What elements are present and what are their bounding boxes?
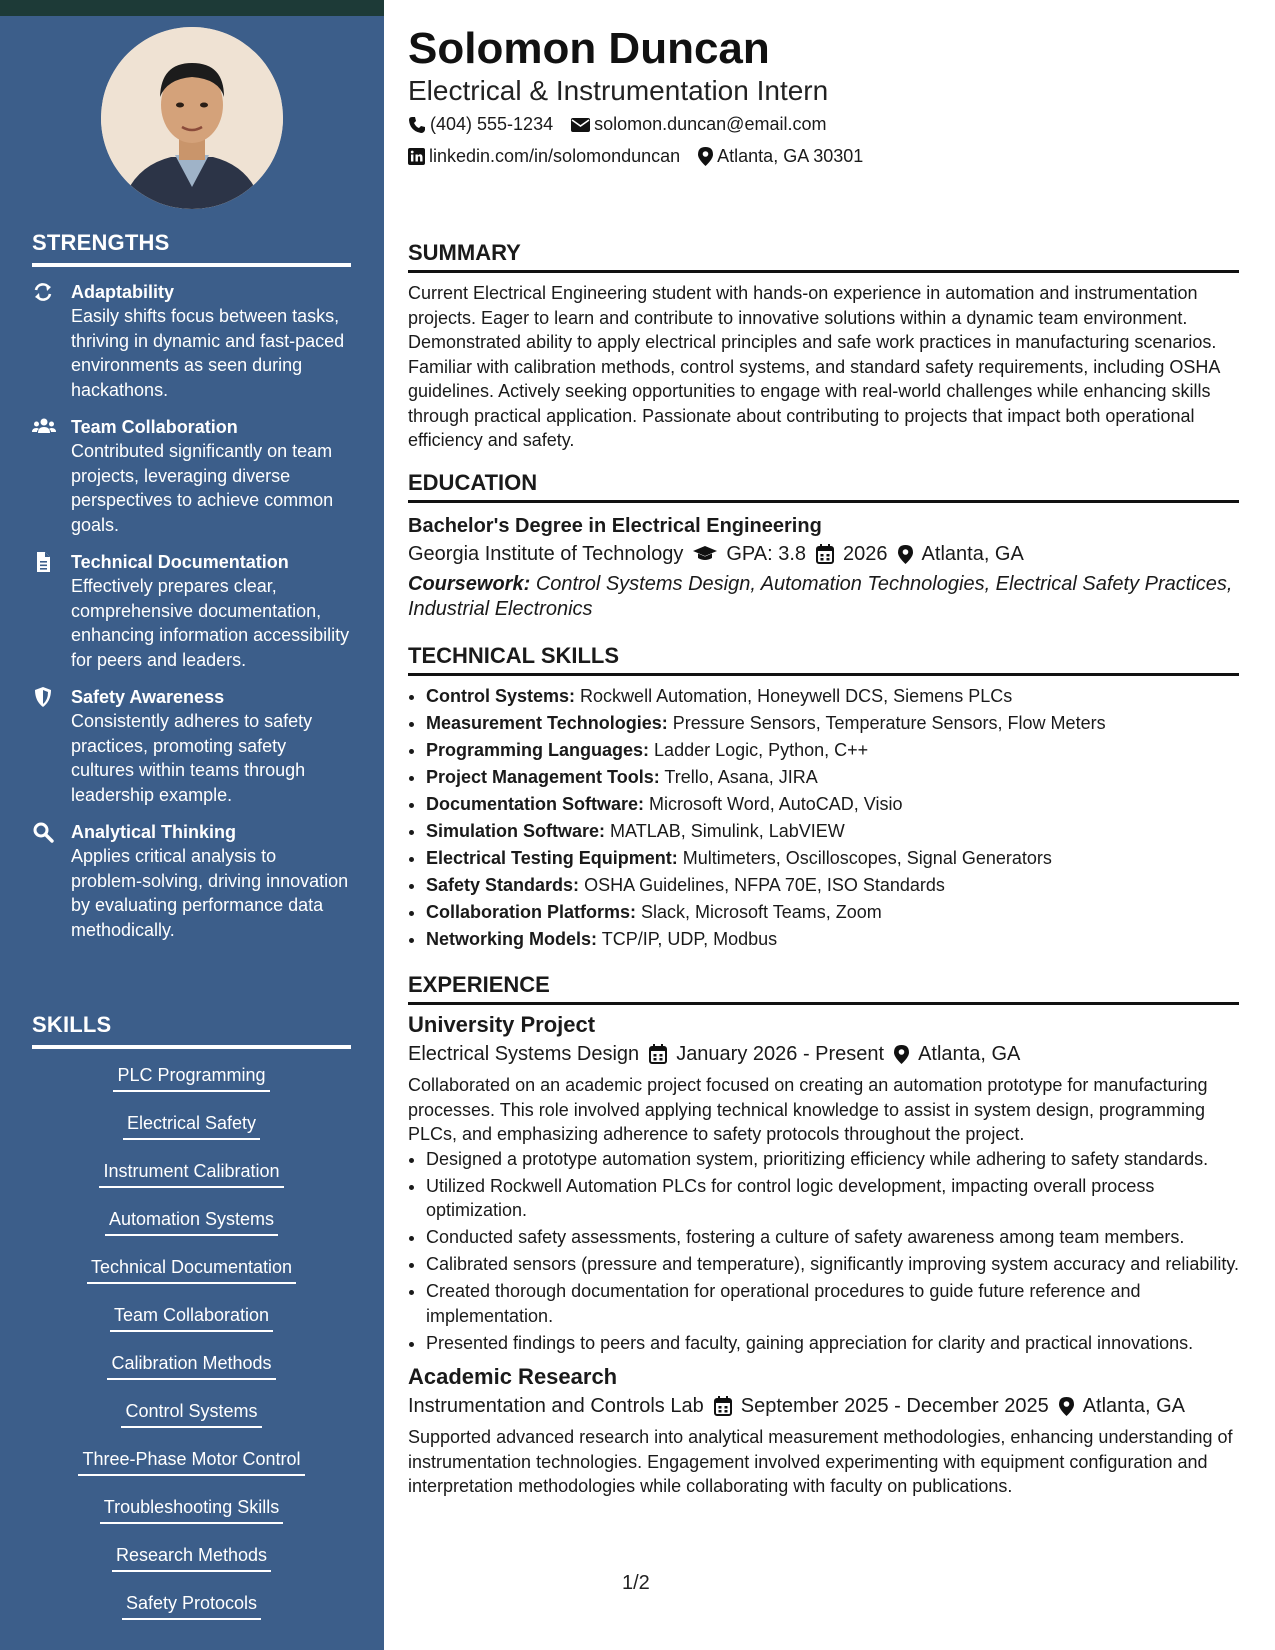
skill-label: Programming Languages: — [426, 740, 650, 760]
strength-title: Technical Documentation — [71, 552, 289, 572]
location-contact — [698, 146, 863, 167]
skill-row — [426, 873, 1239, 898]
profile-photo — [101, 27, 283, 209]
graduation-cap-icon — [693, 545, 717, 563]
location-text: Atlanta, GA — [1082, 1395, 1185, 1417]
skills-section — [32, 1012, 351, 1637]
experience-bullet: • Conducted safety assessments, fostering a culture of safety awareness among team members. — [426, 1225, 1239, 1250]
envelope-icon — [571, 117, 590, 133]
gpa-text: GPA: 3.8 — [726, 543, 807, 565]
skill-tag: Instrument Calibration — [99, 1157, 283, 1188]
experience-bullet: • Calibrated sensors (pressure and temperature), significantly improving system accuracy and reliability. — [426, 1252, 1239, 1277]
strengths-section — [32, 230, 351, 942]
strength-title: Team Collaboration — [71, 417, 238, 437]
skill-row — [426, 792, 1239, 817]
experience-location — [894, 1039, 1020, 1069]
skill-value: OSHA Guidelines, NFPA 70E, ISO Standards — [584, 875, 945, 895]
dates-text: September 2025 - December 2025 — [740, 1395, 1049, 1417]
strengths-heading: STRENGTHS — [32, 230, 351, 267]
search-icon — [32, 821, 54, 843]
experience-description: Supported advanced research into analytical measurement methodologies, enhancing understanding of instrumentation technologies. Engagement involved experimenting with equipment configuration and interpretation methodologies while collaborating with faculty on publications. — [408, 1427, 1233, 1496]
skill-row — [426, 819, 1239, 844]
education-section — [408, 470, 1239, 621]
education-heading: EDUCATION — [408, 470, 1239, 503]
experience-role — [408, 1039, 639, 1069]
skill-row — [426, 846, 1239, 871]
strength-item — [32, 820, 351, 942]
skill-row — [426, 900, 1239, 925]
degree-title: Bachelor's Degree in Electrical Engineering — [408, 515, 822, 537]
experience-bullet: • Designed a prototype automation system, prioritizing efficiency while adhering to safety standards. — [426, 1147, 1239, 1172]
experience-bullets — [408, 1147, 1239, 1356]
skill-label: Networking Models: — [426, 929, 598, 949]
summary-text: Current Electrical Engineering student with hands-on experience in automation and instrumentation projects. Eager to learn and contribute to innovative solutions within a dynamic team environment. Demonstrated ability to apply electrical principles and safe work practices in manufacturing scenarios. Familiar with calibration methods, control systems, and standard safety requirements, including OSHA guidelines. Actively seeking opportunities to engage with real-world challenges while enhancing skills through practical application. Passionate about contributing to projects that impact both operational efficiency and safety. — [408, 283, 1220, 450]
strength-title: Adaptability — [71, 282, 175, 302]
education-meta — [408, 539, 1239, 569]
phone-text: (404) 555-1234 — [430, 114, 554, 134]
strength-description: Contributed significantly on team projects, leveraging diverse perspectives to achieve common goals. — [71, 441, 334, 535]
experience-bullet: • Presented findings to peers and faculty, gaining appreciation for clarity and practical innovations. — [426, 1331, 1239, 1356]
experience-meta — [408, 1039, 1239, 1069]
map-pin-icon — [1059, 1397, 1074, 1416]
strength-item — [32, 415, 351, 537]
calendar-icon — [714, 1396, 732, 1416]
skill-tag: Team Collaboration — [110, 1301, 273, 1332]
summary-heading: SUMMARY — [408, 240, 1239, 273]
edu-location-item — [898, 539, 1024, 569]
experience-org: Academic Research — [408, 1364, 618, 1389]
skill-row — [426, 765, 1239, 790]
linkedin-contact[interactable] — [408, 146, 680, 167]
contact-row — [408, 114, 844, 135]
skill-value: Pressure Sensors, Temperature Sensors, Flow Meters — [672, 713, 1106, 733]
experience-role — [408, 1391, 704, 1421]
skill-tag: Troubleshooting Skills — [100, 1493, 283, 1524]
technical-skills-section — [408, 643, 1239, 954]
strength-description: Effectively prepares clear, comprehensive documentation, enhancing information accessibility for peers and leaders. — [71, 576, 350, 670]
strength-description: Consistently adheres to safety practices, promoting safety cultures within teams through leadership example. — [71, 711, 313, 805]
strength-item — [32, 685, 351, 807]
skill-label: Measurement Technologies: — [426, 713, 668, 733]
skill-row — [426, 927, 1239, 952]
year-text: 2026 — [843, 543, 888, 565]
map-pin-icon — [894, 1045, 909, 1064]
calendar-icon — [649, 1044, 667, 1064]
experience-description: Collaborated on an academic project focused on creating an automation prototype for manufacturing processes. This role involved applying technical knowledge to assist in system design, programming PLCs, and emphasizing adherence to safety protocols throughout the project. — [408, 1075, 1208, 1144]
skill-value: Trello, Asana, JIRA — [664, 767, 818, 787]
skill-tag: Control Systems — [121, 1397, 261, 1428]
linkedin-text: linkedin.com/in/solomonduncan — [429, 146, 681, 166]
email-text: solomon.duncan@email.com — [594, 114, 827, 134]
skill-label: Collaboration Platforms: — [426, 902, 637, 922]
skill-value: TCP/IP, UDP, Modbus — [601, 929, 778, 949]
experience-org: University Project — [408, 1012, 596, 1037]
experience-location — [1059, 1391, 1185, 1421]
contact-row-2 — [408, 146, 881, 167]
shield-icon — [32, 686, 54, 708]
sync-icon — [32, 281, 54, 303]
strength-description: Applies critical analysis to problem-solving, driving innovation by evaluating performance data methodically. — [71, 846, 349, 940]
job-title: Electrical & Instrumentation Intern — [408, 75, 829, 106]
year-item — [816, 539, 888, 569]
coursework-label: Coursework: — [408, 573, 531, 595]
skill-tag: Safety Protocols — [122, 1589, 261, 1620]
email-contact[interactable] — [571, 114, 826, 135]
school-text: Georgia Institute of Technology — [408, 543, 684, 565]
strength-title: Safety Awareness — [71, 687, 225, 707]
avatar — [101, 27, 283, 209]
experience-entry — [408, 1363, 1239, 1499]
strength-item — [32, 280, 351, 402]
skill-tag: Calibration Methods — [107, 1349, 275, 1380]
skills-heading: SKILLS — [32, 1012, 351, 1049]
skill-value: Multimeters, Oscilloscopes, Signal Generators — [682, 848, 1052, 868]
location-text: Atlanta, GA 30301 — [717, 146, 864, 166]
role-text: Electrical Systems Design — [408, 1043, 640, 1065]
phone-contact[interactable] — [408, 114, 553, 135]
experience-dates — [649, 1039, 884, 1069]
skill-tag: Research Methods — [112, 1541, 271, 1572]
skill-tag: Automation Systems — [105, 1205, 278, 1236]
gpa-item — [693, 539, 806, 569]
skill-tag: Technical Documentation — [87, 1253, 296, 1284]
skill-value: MATLAB, Simulink, LabVIEW — [610, 821, 845, 841]
skill-label: Simulation Software: — [426, 821, 606, 841]
summary-section — [408, 240, 1239, 453]
skill-label: Safety Standards: — [426, 875, 580, 895]
coursework — [408, 572, 1239, 621]
candidate-name: Solomon Duncan — [408, 24, 770, 73]
experience-entry — [408, 1011, 1239, 1355]
skill-value: Slack, Microsoft Teams, Zoom — [641, 902, 882, 922]
experience-heading: EXPERIENCE — [408, 972, 1239, 1005]
experience-section — [408, 972, 1239, 1499]
experience-dates — [714, 1391, 1049, 1421]
page-number: 1/2 — [622, 1572, 650, 1594]
experience-bullet: • Utilized Rockwell Automation PLCs for control logic development, impacting overall process optimization. — [426, 1174, 1239, 1223]
sidebar-top-bar — [0, 0, 384, 16]
skill-tag: Three-Phase Motor Control — [78, 1445, 304, 1476]
skill-value: Rockwell Automation, Honeywell DCS, Siemens PLCs — [580, 686, 1013, 706]
skill-label: Control Systems: — [426, 686, 576, 706]
users-icon — [32, 416, 54, 438]
skill-value: Ladder Logic, Python, C++ — [654, 740, 869, 760]
skill-label: Project Management Tools: — [426, 767, 660, 787]
skill-row — [426, 738, 1239, 763]
skill-label: Documentation Software: — [426, 794, 645, 814]
linkedin-icon — [408, 148, 425, 165]
sidebar — [0, 0, 384, 1650]
technical-skills-heading: TECHNICAL SKILLS — [408, 643, 1239, 676]
skill-row — [426, 684, 1239, 709]
map-pin-icon — [898, 545, 913, 564]
skill-label: Electrical Testing Equipment: — [426, 848, 678, 868]
strength-item — [32, 550, 351, 672]
role-text: Instrumentation and Controls Lab — [408, 1395, 704, 1417]
coursework-text: Control Systems Design, Automation Technologies, Electrical Safety Practices, Industrial Electronics — [408, 573, 1233, 620]
skill-value: Microsoft Word, AutoCAD, Visio — [649, 794, 903, 814]
edu-location-text: Atlanta, GA — [921, 543, 1024, 565]
skill-tag: Electrical Safety — [123, 1109, 260, 1140]
school-name — [408, 539, 683, 569]
technical-skills-list — [408, 684, 1239, 952]
experience-bullet: • Created thorough documentation for operational procedures to guide future reference and implementation. — [426, 1279, 1239, 1328]
experience-meta — [408, 1391, 1239, 1421]
calendar-icon — [816, 544, 834, 564]
skill-tag: PLC Programming — [113, 1061, 269, 1092]
skill-row — [426, 711, 1239, 736]
strength-description: Easily shifts focus between tasks, thriving in dynamic and fast-paced environments as seen during hackathons. — [71, 306, 345, 400]
skills-list — [32, 1061, 351, 1637]
document-icon — [32, 551, 54, 573]
map-pin-icon — [698, 147, 713, 166]
dates-text: January 2026 - Present — [676, 1043, 885, 1065]
location-text: Atlanta, GA — [918, 1043, 1021, 1065]
strength-title: Analytical Thinking — [71, 822, 237, 842]
phone-icon — [408, 116, 426, 134]
